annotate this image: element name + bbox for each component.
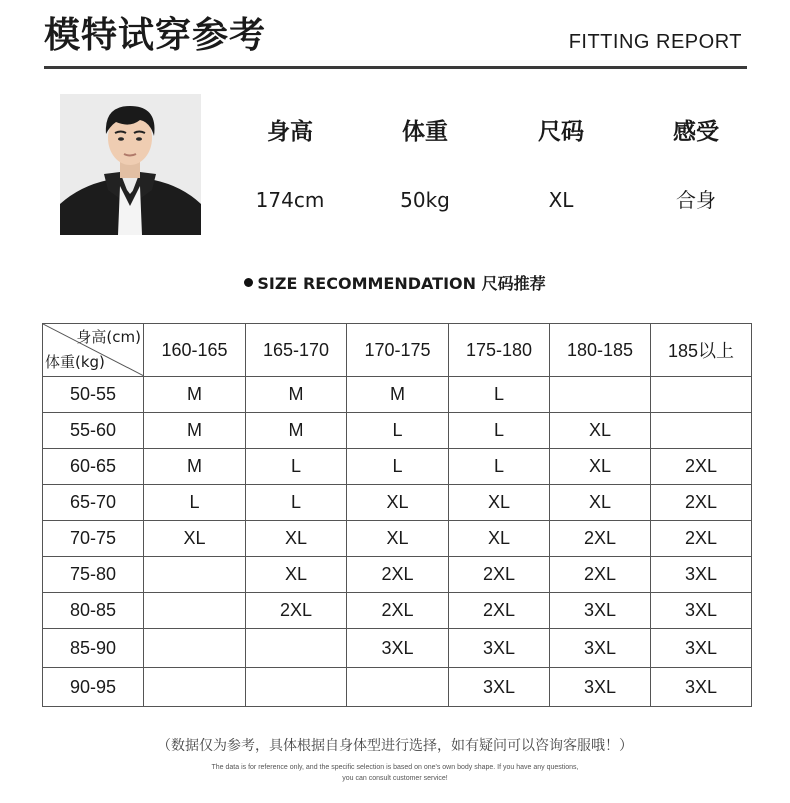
size-cell: L — [246, 485, 347, 521]
row-header-weight: 65-70 — [43, 485, 144, 521]
size-cell — [246, 668, 347, 707]
info-value-height: 174cm — [255, 188, 325, 212]
size-cell: XL — [347, 485, 449, 521]
size-cell: 2XL — [347, 557, 449, 593]
table-row — [43, 377, 752, 413]
row-header-weight: 85-90 — [43, 629, 144, 668]
row-header-weight: 55-60 — [43, 413, 144, 449]
section-heading — [0, 272, 790, 296]
footer-note-en-line2: you can consult customer service! — [342, 775, 448, 782]
size-cell: M — [246, 413, 347, 449]
size-cell — [144, 668, 246, 707]
size-cell: XL — [550, 485, 651, 521]
size-cell: L — [347, 449, 449, 485]
size-cell: XL — [449, 485, 550, 521]
footer-note-en — [0, 762, 790, 784]
size-cell: 3XL — [449, 629, 550, 668]
size-cell: 2XL — [246, 593, 347, 629]
size-cell: XL — [550, 449, 651, 485]
size-cell: XL — [246, 557, 347, 593]
column-header: 165-170 — [246, 324, 347, 377]
table-row — [43, 668, 752, 707]
size-cell — [246, 629, 347, 668]
bullet-icon — [244, 278, 253, 287]
size-cell: M — [246, 377, 347, 413]
size-cell: M — [144, 413, 246, 449]
size-cell: 3XL — [651, 593, 752, 629]
footer-note-en-line1: The data is for reference only, and the specific selection is based on one's own body shape. If you have any questions, — [211, 764, 579, 771]
column-header: 185以上 — [651, 324, 752, 377]
table-header-row — [43, 324, 752, 377]
footer-note-cn: （数据仅为参考，具体根据自身体型进行选择，如有疑问可以咨询客服哦！） — [157, 738, 633, 754]
table-row — [43, 593, 752, 629]
size-cell: 3XL — [550, 668, 651, 707]
info-header-height: 身高 — [267, 119, 313, 145]
info-header-weight: 体重 — [402, 119, 448, 145]
table-row — [43, 485, 752, 521]
size-cell: 2XL — [449, 593, 550, 629]
info-value-weight: 50kg — [400, 188, 450, 212]
size-cell — [144, 629, 246, 668]
size-cell — [550, 377, 651, 413]
size-cell: L — [449, 449, 550, 485]
row-header-weight: 80-85 — [43, 593, 144, 629]
size-cell — [144, 557, 246, 593]
size-cell: 2XL — [651, 449, 752, 485]
row-header-weight: 50-55 — [43, 377, 144, 413]
size-cell: 3XL — [651, 629, 752, 668]
size-cell: 2XL — [651, 485, 752, 521]
size-cell: XL — [449, 521, 550, 557]
size-cell: 3XL — [651, 668, 752, 707]
size-cell: 2XL — [550, 557, 651, 593]
row-header-weight: 60-65 — [43, 449, 144, 485]
size-cell: XL — [144, 521, 246, 557]
size-cell — [651, 413, 752, 449]
column-header: 160-165 — [144, 324, 246, 377]
info-header-fit: 感受 — [673, 119, 719, 145]
table-row — [43, 629, 752, 668]
table-corner-cell — [43, 324, 144, 377]
size-cell: XL — [550, 413, 651, 449]
corner-label-height: 身高(cm) — [76, 328, 141, 346]
size-cell: L — [449, 377, 550, 413]
row-header-weight: 90-95 — [43, 668, 144, 707]
table-row — [43, 449, 752, 485]
column-header: 180-185 — [550, 324, 651, 377]
size-cell: L — [246, 449, 347, 485]
size-cell — [144, 593, 246, 629]
size-cell: 3XL — [449, 668, 550, 707]
size-chart-table — [42, 323, 752, 707]
size-cell: M — [144, 449, 246, 485]
size-cell: XL — [246, 521, 347, 557]
size-cell: 3XL — [651, 557, 752, 593]
info-value-size: XL — [548, 188, 574, 212]
table-row — [43, 521, 752, 557]
size-cell: XL — [347, 521, 449, 557]
row-header-weight: 75-80 — [43, 557, 144, 593]
size-cell: 3XL — [550, 593, 651, 629]
size-cell: L — [347, 413, 449, 449]
table-row — [43, 557, 752, 593]
size-cell: 2XL — [449, 557, 550, 593]
size-cell — [347, 668, 449, 707]
size-cell — [651, 377, 752, 413]
size-cell: 2XL — [347, 593, 449, 629]
page-title: 模特试穿参考 — [44, 15, 267, 56]
table-row — [43, 413, 752, 449]
size-cell: 3XL — [550, 629, 651, 668]
header-divider — [44, 66, 747, 69]
size-cell: 2XL — [651, 521, 752, 557]
row-header-weight: 70-75 — [43, 521, 144, 557]
info-value-fit: 合身 — [676, 188, 716, 212]
size-cell: M — [144, 377, 246, 413]
size-cell: M — [347, 377, 449, 413]
size-cell: L — [144, 485, 246, 521]
info-header-size: 尺码 — [538, 119, 584, 145]
size-cell: L — [449, 413, 550, 449]
size-cell: 2XL — [550, 521, 651, 557]
corner-label-weight: 体重(kg) — [45, 353, 105, 371]
column-header: 175-180 — [449, 324, 550, 377]
size-cell: 3XL — [347, 629, 449, 668]
section-heading-text: SIZE RECOMMENDATION 尺码推荐 — [257, 274, 546, 293]
page-subtitle: FITTING REPORT — [568, 31, 742, 53]
column-header: 170-175 — [347, 324, 449, 377]
model-photo — [60, 94, 201, 235]
